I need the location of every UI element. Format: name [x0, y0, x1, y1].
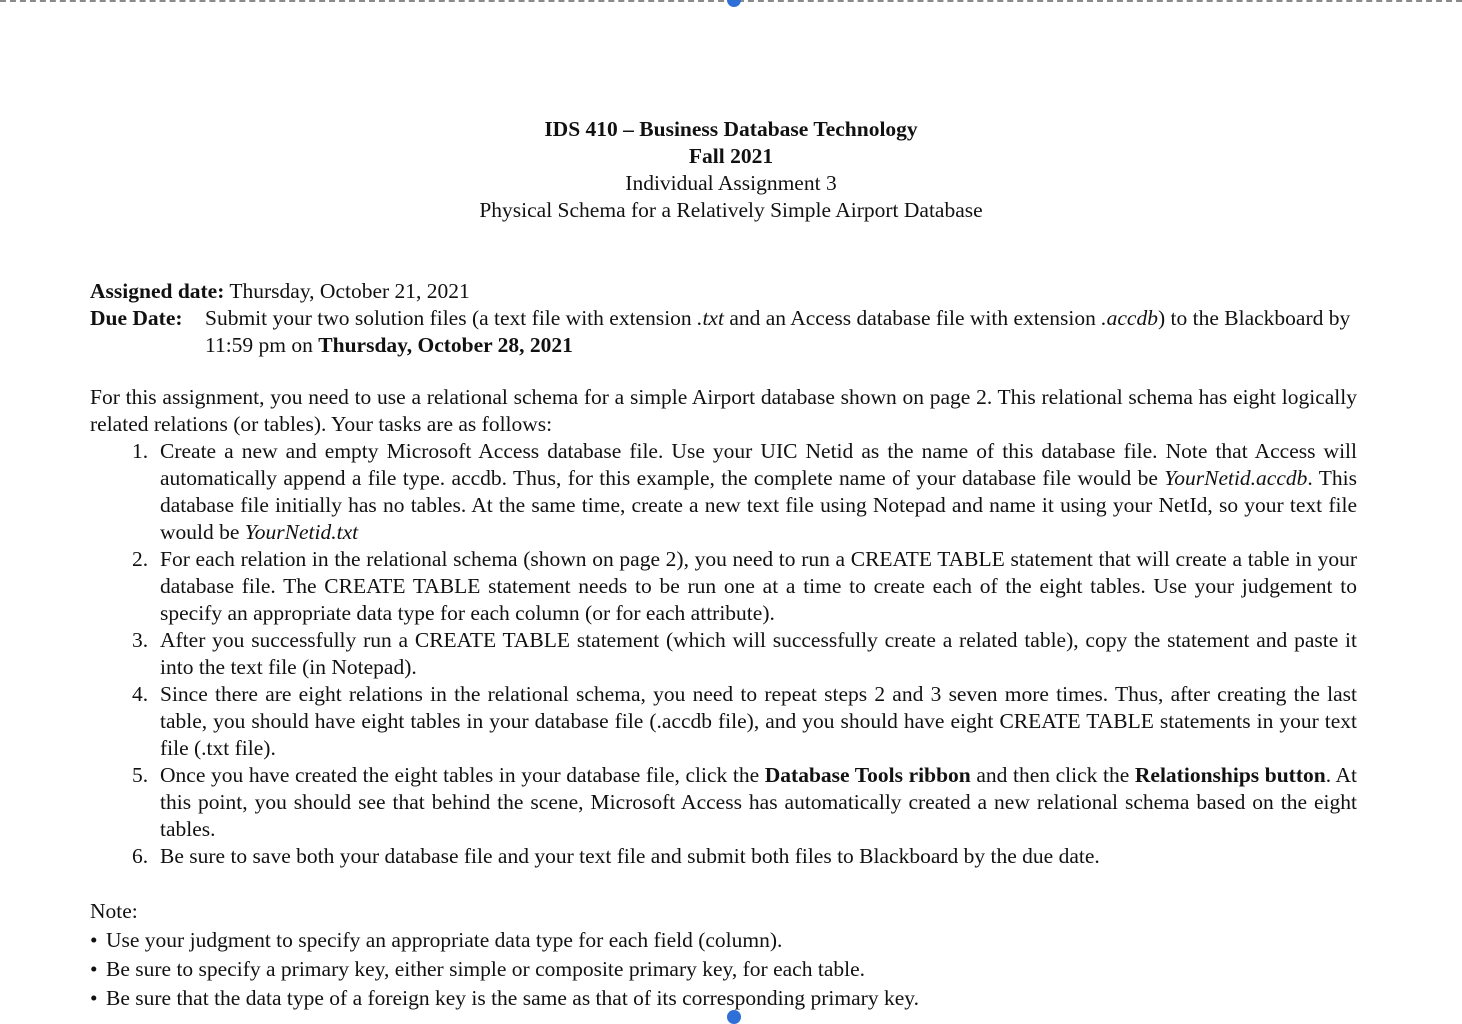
list-item — [90, 843, 1357, 870]
database-tools-ribbon-ref: Database Tools ribbon — [764, 763, 971, 787]
due-date-text — [205, 305, 1370, 359]
document-header — [0, 116, 1462, 224]
assignment-subtitle: Physical Schema for a Relatively Simple Airport Database — [479, 198, 983, 222]
term: Fall 2021 — [688, 144, 774, 168]
task-text: Be sure to save both your database file and your text file and submit both files to Blackboard by the due date. — [160, 844, 1100, 868]
course-title: IDS 410 – Business Database Technology — [544, 117, 918, 141]
list-item — [90, 438, 1357, 546]
intro-paragraph: For this assignment, you need to use a relational schema for a simple Airport database shown on page 2. This relational schema has eight logically related relations (or tables). Your tasks are as follows: — [90, 385, 1357, 436]
note-item: Be sure to specify a primary key, either simple or composite primary key, for each table. — [106, 957, 865, 981]
task-text: Since there are eight relations in the relational schema, you need to repeat steps 2 and 3 seven more times. Thus, after creating the last table, you should have eight tables in your database file (.accdb file), and you should have eight CREATE TABLE statements in your text file (.txt file). — [160, 682, 1357, 760]
list-number: 1. — [132, 439, 149, 463]
assigned-date-value: Thursday, October 21, 2021 — [224, 279, 470, 303]
task-text — [160, 762, 1357, 843]
list-item — [90, 681, 1357, 762]
due-date-label: Due Date: — [90, 306, 183, 330]
list-number: 3. — [132, 628, 149, 652]
task-text-part: Create a new and empty Microsoft Access database file. Use your UIC Netid as the name of this database file. Note that Access will automatically append a file type. accdb. Thus, for this example, the complete name of your database file would be — [160, 439, 1357, 490]
assignment-dates — [90, 278, 1370, 359]
task-list — [90, 438, 1357, 870]
task-text: After you successfully run a CREATE TABLE statement (which will successfully create a related table), copy the statement and paste it into the text file (in Notepad). — [160, 628, 1357, 679]
due-date-row — [90, 305, 1370, 359]
task-text-part: and then click the — [970, 763, 1135, 787]
list-item — [90, 546, 1357, 627]
task-text — [160, 438, 1357, 546]
accdb-extension: .accdb — [1101, 306, 1158, 330]
assigned-date-row — [90, 278, 1370, 305]
assigned-date-label: Assigned date: — [90, 279, 225, 303]
task-text-part: Once you have created the eight tables in your database file, click the — [160, 763, 765, 787]
due-date-value: Thursday, October 28, 2021 — [318, 333, 573, 357]
task-text-part: . At this point, you should see that behind the scene, Microsoft Access has automatically created a new relational schema based on the eight tables. — [160, 763, 1357, 841]
due-text-part: ) to the Blackboard by 11:59 pm on — [205, 306, 1351, 357]
note-item: Be sure that the data type of a foreign key is the same as that of its corresponding primary key. — [106, 986, 919, 1010]
note-list — [90, 926, 1357, 1013]
list-item — [90, 984, 1357, 1013]
note-section — [90, 897, 1357, 1013]
task-text-part: . This database file initially has no tables. At the same time, create a new text file using Notepad and name it using your NetId, so your text file would be — [160, 466, 1357, 544]
list-item — [90, 627, 1357, 681]
bullet: • — [90, 986, 98, 1010]
list-item — [90, 955, 1357, 984]
note-label: Note: — [90, 899, 138, 923]
db-filename: YourNetid.accdb — [1164, 466, 1308, 490]
due-text-part: and an Access database file with extension — [723, 306, 1102, 330]
task-text: For each relation in the relational schema (shown on page 2), you need to run a CREATE TABLE statement that will create a table in your database file. The CREATE TABLE statement needs to be run one at a time to create each of the eight tables. Use your judgement to specify an appropriate data type for each column (or for each attribute). — [160, 547, 1357, 625]
relationships-button-ref: Relationships button — [1134, 763, 1326, 787]
txt-filename: YourNetid.txt — [244, 520, 359, 544]
list-number: 4. — [132, 682, 149, 706]
list-item — [90, 762, 1357, 843]
note-item: Use your judgment to specify an appropriate data type for each field (column). — [106, 928, 783, 952]
assignment-title: Individual Assignment 3 — [625, 171, 837, 195]
due-text-part: Submit your two solution files (a text file with extension — [205, 306, 698, 330]
list-number: 6. — [132, 844, 149, 868]
resize-handle-top[interactable] — [727, 0, 741, 7]
list-item — [90, 926, 1357, 955]
list-number: 2. — [132, 547, 149, 571]
list-number: 5. — [132, 763, 149, 787]
bullet: • — [90, 928, 98, 952]
bullet: • — [90, 957, 98, 981]
txt-extension: .txt — [697, 306, 724, 330]
